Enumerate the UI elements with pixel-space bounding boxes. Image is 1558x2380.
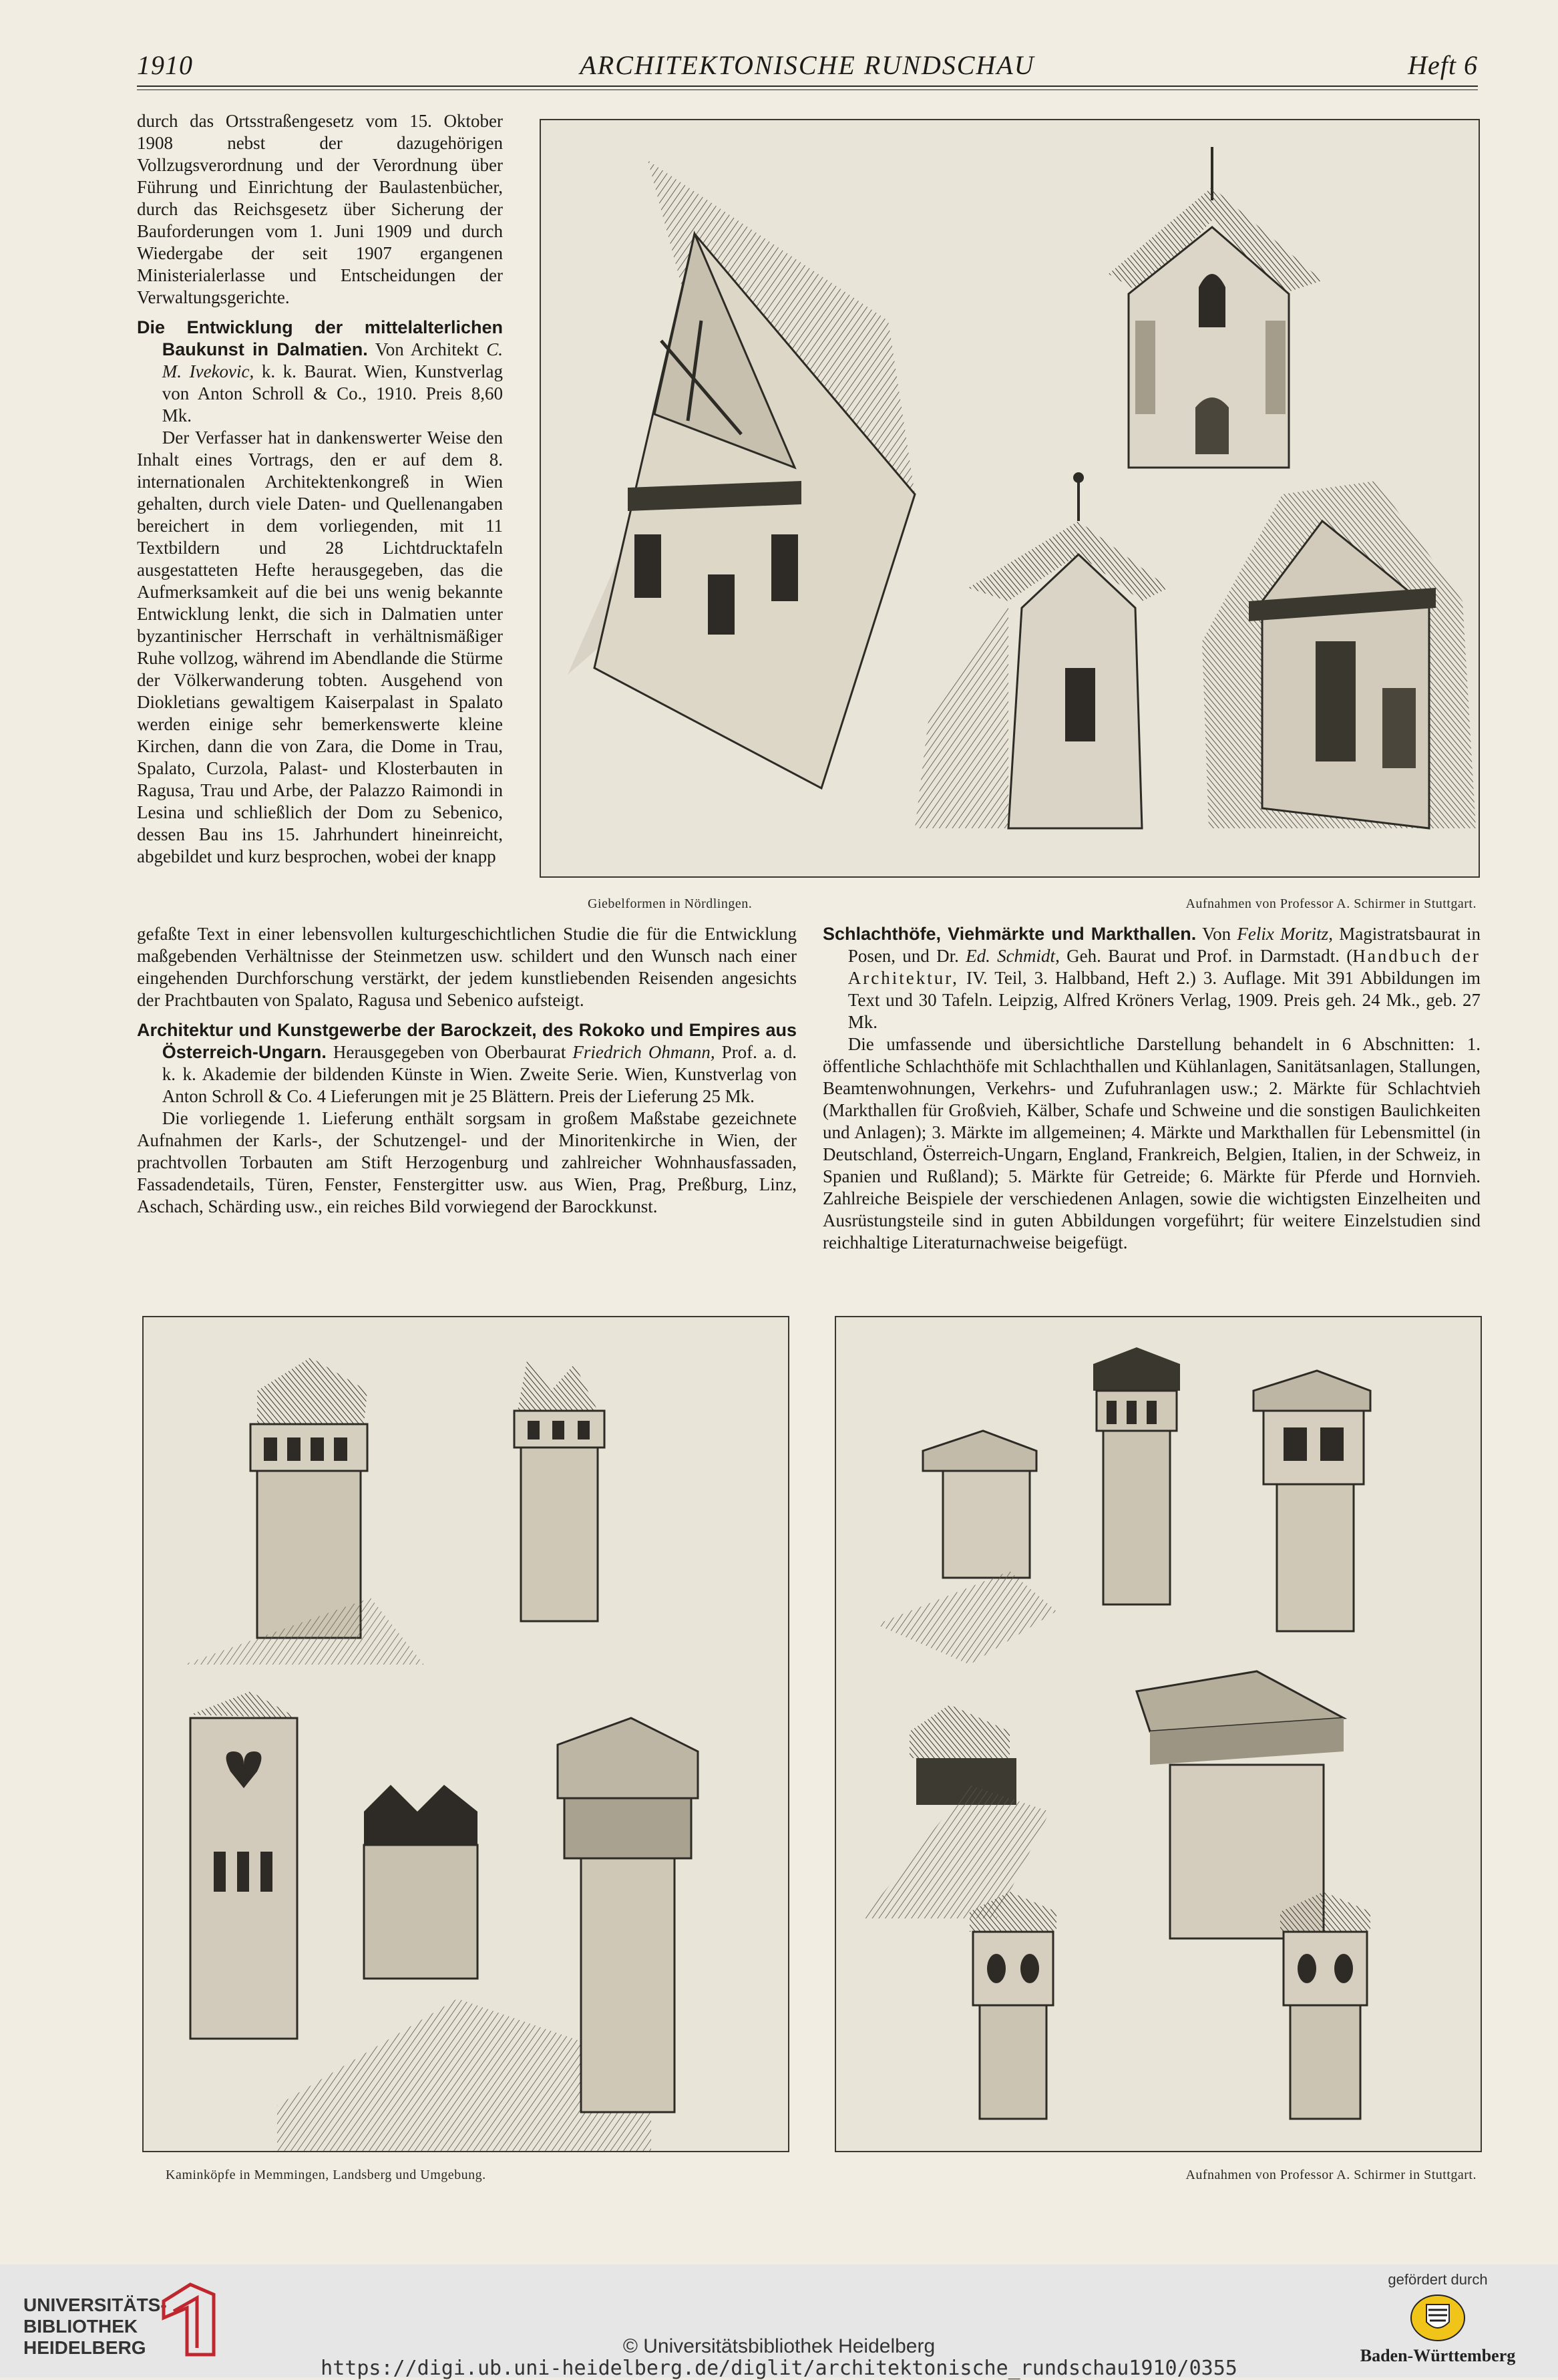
- chimneys-right-caption: Aufnahmen von Professor A. Schirmer in Stuttgart.: [1185, 2168, 1477, 2182]
- funded-by-label: gefördert durch: [1388, 2271, 1488, 2288]
- permalink-url[interactable]: https://digi.ub.uni-heidelberg.de/diglit/architektonische_rundschau1910/0355: [321, 2357, 1237, 2380]
- review-2-heading: [137, 1019, 797, 1108]
- review-3-author-2: Ed. Schmidt,: [966, 946, 1060, 966]
- review-1-heading: [137, 317, 503, 427]
- chimney-r1: [876, 1431, 1056, 1665]
- chimneys-left-illustration: [142, 1316, 789, 2152]
- library-name-line-1: UNIVERSITÄTS-: [23, 2294, 167, 2315]
- chimney-r3: [1253, 1371, 1370, 1631]
- review-3-biblio-c: Geh. Baurat und Prof. in Darmstadt. (: [1059, 946, 1353, 966]
- chimney-heart: [190, 1691, 297, 2039]
- review-1-biblio-a: Von Architekt: [367, 339, 487, 359]
- gable-large: [568, 160, 915, 788]
- library-name-line-2: BIBLIOTHEK: [23, 2316, 138, 2337]
- chimneys-right-illustration: [835, 1316, 1482, 2152]
- header-year: 1910: [137, 50, 193, 80]
- review-1-title: Die Entwicklung der mittelalterlichen Baukunst in Dalmatien.: [137, 317, 503, 359]
- chimney-r7: [1280, 1892, 1370, 2119]
- gable-dormer-small: [915, 472, 1169, 828]
- review-1-body: Der Verfasser hat in dankenswerter Weise den Inhalt eines Vortrags, den er auf dem 8. internationalen Architektenkongreß in Wien gehalten, durch viele Daten- und Quellenangaben bereichert in dem vorliegenden, mit 11 Textbildern und 28 Lichtdrucktafeln ausgestatteten Hefte herausgegeben, das die Aufmerksamkeit auf die bei uns wenig bekannte Entwicklung lenkt, die sich in Dalmatien unter byzantinischer Herrschaft in verhältnismäßiger Ruhe vollzog, während im Abendlande die Stürme der Völkerwanderung tobten. Ausgehend von Diokletians gewaltigem Kaiserpalast in Spalato werden einige sehr bemerkenswerte kleine Kirchen, dann die von Zara, die Dome in Trau, Spalato, Curzola, Palast- und Klosterbauten in Ragusa, Trau und Arbe, der Palazzo Raimondi in Lesina und schließlich der Dom zu Sebenico, dessen Bau ins 15. Jahrhundert hineinreicht, abgebildet und kurz besprochen, wobei der knapp: [137, 428, 503, 866]
- review-1-body-continued: gefaßte Text in einer lebensvollen kulturgeschichtlichen Studie die für die Entwicklung maßgebenden Verhältnisse der Steinmetzen usw. schildert und den Wunsch nach einer eingehenden Durchforschung verstärkt, der jedem kunstliebenden Reisenden angesichts der Prachtbauten von Spalato, Ragusa und Sebenico aufsteigt.: [137, 924, 797, 1010]
- review-1-biblio-b: k. k. Baurat. Wien, Kunstverlag von Anton Schroll & Co., 1910. Preis 8,60 Mk.: [162, 361, 503, 426]
- running-header: [137, 41, 1478, 88]
- funder-name: Baden-Württemberg: [1360, 2346, 1516, 2365]
- left-column-top: [137, 110, 503, 868]
- review-3-title: Schlachthöfe, Viehmärkte und Markthallen.: [823, 924, 1197, 944]
- chimney-1: [184, 1357, 424, 1665]
- review-3-heading: [823, 923, 1481, 1033]
- right-column-bottom: [823, 923, 1481, 1254]
- gable-tower: [1109, 147, 1322, 468]
- gables-drawing: [541, 120, 1479, 876]
- intro-paragraph: durch das Ortsstraßengesetz vom 15. Oktober 1908 nebst der dazugehörigen Vollzugsverordnung und der Verordnung über Führung und Einrichtung der Baulastenbücher, durch das Reichsgesetz über Sicherung der Bauforderungen vom 1. Juni 1909 und durch Wiedergabe der seit 1907 ergangenen Ministerialerlasse und Entscheidungen der Verwaltungsgerichte.: [137, 111, 503, 307]
- chimney-r6: [970, 1892, 1056, 2119]
- header-journal-title: ARCHITEKTONISCHE RUNDSCHAU: [580, 50, 1035, 80]
- header-issue: Heft 6: [1408, 50, 1478, 80]
- review-2-body: Die vorliegende 1. Lieferung enthält sorgsam in großem Maßstabe gezeichnete Aufnahmen der Karls-, der Schutzengel- und der Minoritenkirche in Wien, der prachtvollen Torbauten am Stift Herzogenburg und zahlreicher Wohnhausfassaden, Fassadendetails, Türen, Fenster, Fenstergitter usw. aus Wien, Prag, Preßburg, Linz, Aschach, Schärding usw., ein reiches Bild vorwiegend der Barockkunst.: [137, 1108, 797, 1216]
- left-column-bottom: [137, 923, 797, 1218]
- review-3-author-1: Felix Moritz,: [1237, 924, 1333, 944]
- review-1-author: C. M. Ivekovic,: [162, 339, 503, 381]
- review-2-title: Architektur und Kunstgewerbe der Barockzeit, des Rokoko und Empires aus Österreich-Ungarn.: [137, 1020, 797, 1062]
- review-3-body: Die umfassende und übersichtliche Darstellung behandelt in 6 Abschnitten: 1. öffentliche Schlachthöfe mit Schlachthallen und Kühlanlagen, Sanitätsanlagen, Stallungen, Beamtenwohnungen, Verkehrs- und Zufuhranlagen usw.; 2. Märkte für Schlachtvieh (Markthallen für Großvieh, Kälber, Schafe und Schweine und die sonstigen Baulichkeiten und Anlagen); 3. Märkte im allgemeinen; 4. Märkte und Markthallen für Lebensmittel (in Deutschland, Österreich-Ungarn, England, Frankreich, Belgien, Italien, in der Schweiz, in Spanien und Rußland); 5. Märkte für Getreide; 6. Märkte für Pferde und Hornvieh. Zahlreiche Beispiele der verschiedenen Anlagen, sowie die wichtigsten Einzelheiten und Ausrüstungsteile sind in guten Abbildungen vorgeführt; für weitere Einzelstudien sind reichhaltige Literaturnachweise beigefügt.: [823, 1034, 1481, 1252]
- review-3-biblio-a: Von: [1196, 924, 1237, 944]
- gables-illustration: [540, 119, 1480, 878]
- review-2-biblio-a: Herausgegeben von Oberbaurat: [326, 1042, 573, 1062]
- baden-wuerttemberg-crest-icon[interactable]: [1408, 2292, 1468, 2343]
- review-3-series: Handbuch der Architektur,: [847, 946, 1481, 988]
- review-3-biblio-d: IV. Teil, 3. Halbband, Heft 2.) 3. Auflage. Mit 391 Abbildungen im Text und 30 Tafeln. Leipzig, Alfred Kröners Verlag, 1909. Preis geh. 24 Mk., geb. 27 Mk.: [847, 968, 1481, 1032]
- gables-caption-right: Aufnahmen von Professor A. Schirmer in Stuttgart.: [1185, 896, 1477, 911]
- chimneys-left-caption: Kaminköpfe in Memmingen, Landsberg und Umgebung.: [166, 2168, 486, 2182]
- chimney-r4: [863, 1705, 1050, 1918]
- chimney-2: [514, 1357, 604, 1621]
- review-2-biblio-b: Prof. a. d. k. k. Akademie der bildenden Künste in Wien. Zweite Serie. Wien, Kunstverlag von Anton Schroll & Co. 4 Lieferungen mit je 25 Blättern. Preis der Lieferung 25 Mk.: [162, 1042, 797, 1106]
- review-2-author: Friedrich Ohmann,: [572, 1042, 715, 1062]
- library-name-line-3: HEIDELBERG: [23, 2337, 146, 2358]
- review-3-biblio-b: Magistratsbaurat in Posen, und Dr.: [847, 924, 1481, 966]
- header-rule: [137, 86, 1478, 87]
- chimneys-left-drawing: [144, 1317, 788, 2151]
- chimney-r2: [1093, 1347, 1180, 1604]
- gables-caption-left: Giebelformen in Nördlingen.: [588, 896, 753, 911]
- chimneys-right-drawing: [836, 1317, 1481, 2151]
- copyright-notice: © Universitätsbibliothek Heidelberg: [622, 2335, 936, 2357]
- gable-dormer-large: [1202, 481, 1476, 828]
